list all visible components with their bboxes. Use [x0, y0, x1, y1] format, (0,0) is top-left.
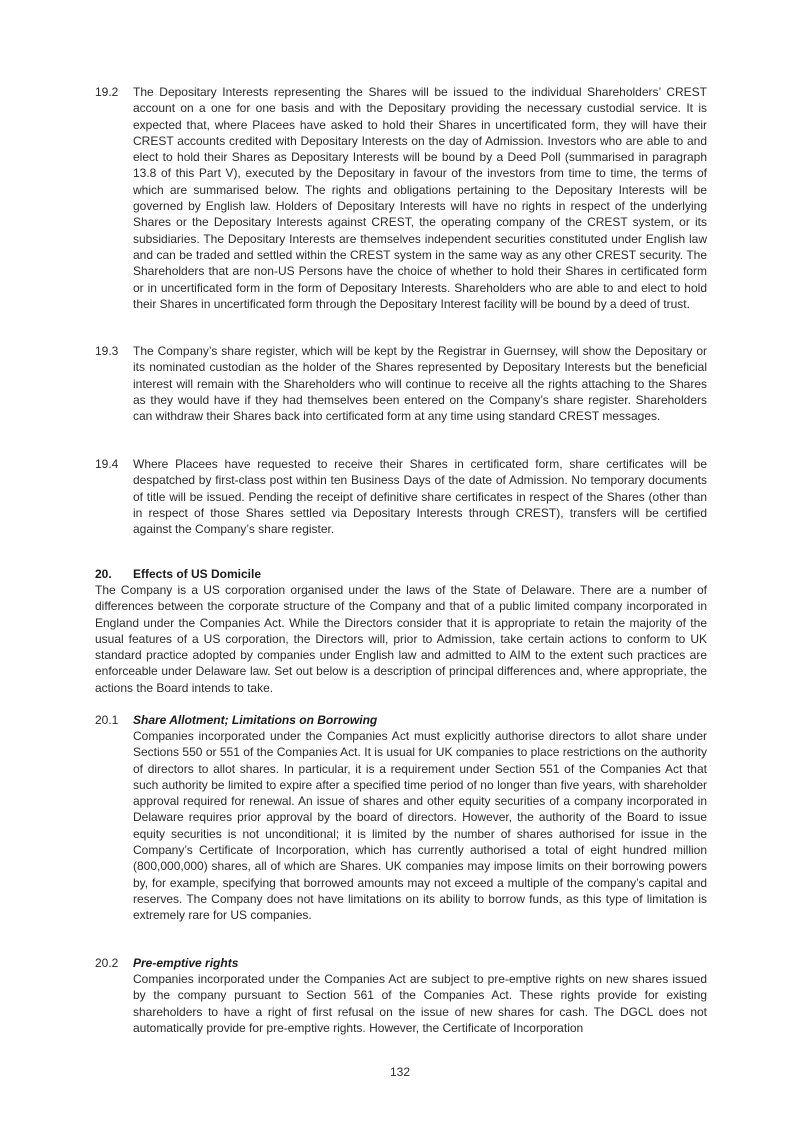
paragraph-text: The Company’s share register, which will be kept by the Registrar in Guernsey, will show the Depositary or its nominated custodian as the holder of the Shares represented by Depositary Interests but the beneficial interest will remain with the Shareholders who will continue to receive all the rights attaching to the Shares as they would have if they had themselves been entered on the Company’s share register. Shareholders can withdraw their Shares back into certificated form at any time using standard CREST messages.: [133, 344, 707, 424]
section-heading: [95, 566, 261, 582]
subsection-title: Share Allotment; Limitations on Borrowing: [133, 713, 378, 727]
paragraph-number: 19.3: [95, 344, 119, 358]
subsection-number: 20.1: [95, 713, 119, 727]
section-number: 20.: [95, 567, 112, 581]
subsection-text-20-1: Companies incorporated under the Companies Act must explicitly authorise directors to allot share under Sections 550 or 551 of the Companies Act. It is usual for UK companies to place restrictions on the authority of directors to allot shares. In particular, it is a requirement under Section 551 of the Companies Act that such authority be limited to expire after a specified time period of no longer than five years, with shareholder approval required for renewal. An issue of shares and other equity securities of a company incorporated in Delaware requires prior approval by the board of directors. However, the authority of the Board to issue equity securities is not unconditional; it is limited by the number of shares authorised for issue in the Company’s Certificate of Incorporation, which has currently authorised a total of eight hundred million (800,000,000) shares, all of which are Shares. UK companies may impose limits on their borrowing powers by, for example, specifying that borrowed amounts may not exceed a multiple of the company’s capital and reserves. The Company does not have limitations on its ability to borrow funds, as this type of limitation is extremely rare for US companies.: [133, 729, 707, 923]
paragraph-number: 19.4: [95, 457, 119, 471]
subsection-title: Pre-emptive rights: [133, 956, 239, 970]
paragraph-text: The Depositary Interests representing the Shares will be issued to the individual Shareholders’ CREST account on a one for one basis and with the Depositary providing the necessary custodial service. It is expected that, where Placees have asked to hold their Shares in uncertificated form, they will have their CREST accounts credited with Depositary Interests on the day of Admission. Investors who are able to and elect to hold their Shares as Depositary Interests will be bound by a Deed Poll (summarised in paragraph 13.8 of this Part V), executed by the Depositary in favour of the investors from time to time, the terms of which are summarised below. The rights and obligations pertaining to the Depositary Interests will be governed by English law. Holders of Depositary Interests will have no rights in respect of the underlying Shares or the Depositary Interests against CREST, the operating company of the CREST system, or its subsidiaries. The Depositary Interests are themselves independent securities constituted under English law and can be traded and settled within the CREST system in the same way as any other CREST security. The Shareholders that are non-US Persons have the choice of whether to hold their Shares in certificated form or in uncertificated form in the form of Depositary Interests. Shareholders who are able to and elect to hold their Shares in uncertificated form through the Depositary Interest facility will be bound by a deed of trust.: [133, 85, 707, 311]
page-number: 132: [389, 1065, 411, 1079]
subsection-number: 20.2: [95, 956, 119, 970]
paragraph-text: Where Placees have requested to receive their Shares in certificated form, share certificates will be despatched by first-class post within ten Business Days of the date of Admission. No temporary documents of title will be issued. Pending the receipt of definitive share certificates in respect of the Shares (other than in respect of those Shares settled via Depositary Interests through CREST), transfers will be certified against the Company’s share register.: [133, 457, 707, 537]
subsection-text-20-2: Companies incorporated under the Companies Act are subject to pre-emptive rights on new shares issued by the company pursuant to Section 561 of the Companies Act. These rights provide for existing shareholders to have a right of first refusal on the issue of new shares for cash. The DGCL does not automatically provide for pre-emptive rights. However, the Certificate of Incorporation: [133, 972, 707, 1035]
subsection-heading-20-2: [95, 955, 238, 971]
paragraph-19-4: [95, 456, 707, 537]
subsection-heading-20-1: [95, 712, 377, 728]
section-intro-text: The Company is a US corporation organised under the laws of the State of Delaware. There are a number of differences between the corporate structure of the Company and that of a public limited company incorporated in England under the Companies Act. While the Directors consider that it is appropriate to retain the majority of the usual features of a US corporation, the Directors will, prior to Admission, take certain actions to conform to UK standard practice adopted by companies under English law and admitted to AIM to the extent such practices are enforceable under Delaware law. Set out below is a description of principal differences and, where appropriate, the actions the Board intends to take.: [95, 583, 707, 695]
paragraph-number: 19.2: [95, 85, 119, 99]
paragraph-19-3: [95, 343, 707, 424]
paragraph-19-2: [95, 84, 707, 312]
section-title: Effects of US Domicile: [133, 567, 262, 581]
